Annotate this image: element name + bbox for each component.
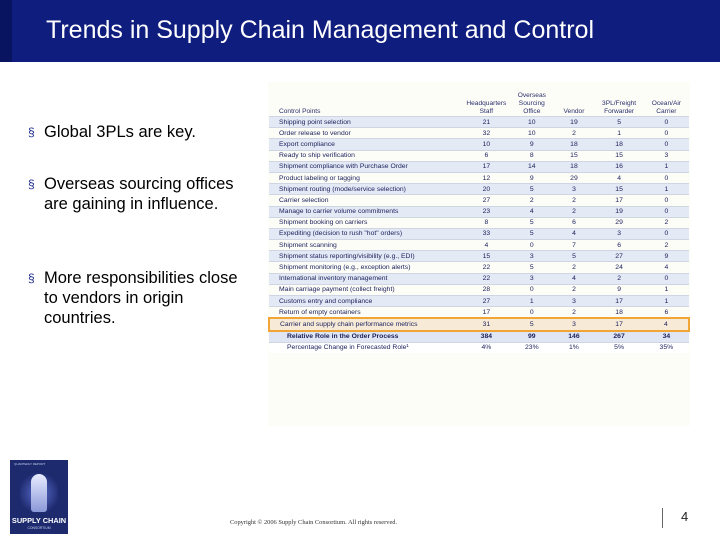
logo-name: SUPPLY CHAIN xyxy=(11,516,67,525)
row-value: 18 xyxy=(553,139,594,150)
logo-subname: CONSORTIUM xyxy=(27,526,51,530)
row-value: 31 xyxy=(463,318,511,330)
row-label: Manage to carrier volume commitments xyxy=(269,206,463,217)
row-value: 2 xyxy=(510,195,553,206)
row-value: 15 xyxy=(594,184,643,195)
row-value: 8 xyxy=(510,150,553,161)
row-value: 15 xyxy=(594,150,643,161)
row-value: 4% xyxy=(463,342,511,353)
row-value: 0 xyxy=(644,172,689,183)
row-value: 1 xyxy=(644,296,689,307)
row-label: Return of empty containers xyxy=(269,307,463,319)
row-value: 4 xyxy=(644,318,689,330)
row-value: 2 xyxy=(553,206,594,217)
row-value: 9 xyxy=(594,284,643,295)
row-label: Shipment booking on carriers xyxy=(269,217,463,228)
row-value: 2 xyxy=(553,307,594,319)
row-value: 3 xyxy=(510,273,553,284)
row-value: 10 xyxy=(463,139,511,150)
header-overseas: Overseas Sourcing Office xyxy=(517,92,546,115)
row-value: 4 xyxy=(463,240,511,251)
table-row xyxy=(269,240,689,251)
row-value: 21 xyxy=(463,117,511,128)
table-row xyxy=(269,307,689,319)
table-row xyxy=(269,217,689,228)
row-value: 23% xyxy=(510,342,553,353)
row-value: 7 xyxy=(553,240,594,251)
footer-divider xyxy=(662,508,663,528)
table-row xyxy=(269,262,689,273)
row-value: 5 xyxy=(510,217,553,228)
row-value: 27 xyxy=(463,296,511,307)
row-value: 6 xyxy=(644,307,689,319)
header-headquarters: Headquarters Staff xyxy=(466,100,507,115)
row-value: 5 xyxy=(594,117,643,128)
row-value: 20 xyxy=(463,184,511,195)
row-value: 29 xyxy=(594,217,643,228)
table-header-row xyxy=(269,82,689,117)
table-row xyxy=(269,117,689,128)
row-label: Export compliance xyxy=(269,139,463,150)
row-value: 10 xyxy=(510,117,553,128)
row-value: 0 xyxy=(644,128,689,139)
bullet-marker: § xyxy=(28,271,35,285)
logo-tagline: QUARTERLY REPORT xyxy=(14,462,46,466)
row-value: 22 xyxy=(463,262,511,273)
relative-role-row xyxy=(269,331,689,343)
row-value: 2 xyxy=(553,262,594,273)
row-value: 27 xyxy=(594,251,643,262)
row-value: 9 xyxy=(510,139,553,150)
row-value: 1 xyxy=(644,184,689,195)
row-label: Shipment scanning xyxy=(269,240,463,251)
row-value: 146 xyxy=(553,331,594,343)
row-value: 3 xyxy=(644,150,689,161)
bullet-marker: § xyxy=(28,125,35,139)
table-row xyxy=(269,273,689,284)
supply-chain-logo xyxy=(10,460,68,534)
table-row xyxy=(269,150,689,161)
row-label: Shipment status reporting/visibility (e.g., EDI) xyxy=(269,251,463,262)
table-row xyxy=(269,206,689,217)
row-value: 3 xyxy=(553,318,594,330)
row-label: Shipment routing (mode/service selection) xyxy=(269,184,463,195)
row-value: 6 xyxy=(463,150,511,161)
row-value: 0 xyxy=(644,228,689,239)
row-value: 29 xyxy=(553,172,594,183)
row-label: Main carriage payment (collect freight) xyxy=(269,284,463,295)
row-value: 14 xyxy=(510,161,553,172)
bullet-text: Overseas sourcing offices are gaining in influence. xyxy=(44,175,234,213)
row-value: 23 xyxy=(463,206,511,217)
page-number: 4 xyxy=(681,509,689,524)
logo-figure-icon xyxy=(31,474,47,512)
row-value: 22 xyxy=(463,273,511,284)
row-value: 4 xyxy=(644,262,689,273)
title-bar-accent xyxy=(0,0,12,62)
row-value: 0 xyxy=(644,117,689,128)
row-label: International inventory management xyxy=(269,273,463,284)
table-row xyxy=(269,195,689,206)
table-row xyxy=(269,139,689,150)
row-value: 3 xyxy=(553,296,594,307)
bullet-text: More responsibilities close to vendors in origin countries. xyxy=(44,269,238,327)
row-value: 0 xyxy=(510,240,553,251)
row-value: 3 xyxy=(553,184,594,195)
table-row xyxy=(269,284,689,295)
row-value: 16 xyxy=(594,161,643,172)
row-value: 12 xyxy=(463,172,511,183)
row-label: Order release to vendor xyxy=(269,128,463,139)
row-value: 1% xyxy=(553,342,594,353)
highlighted-row xyxy=(269,318,689,330)
percentage-change-row xyxy=(269,342,689,353)
row-value: 2 xyxy=(644,217,689,228)
row-value: 19 xyxy=(594,206,643,217)
row-value: 0 xyxy=(644,139,689,150)
row-value: 99 xyxy=(510,331,553,343)
row-label: Customs entry and compliance xyxy=(269,296,463,307)
row-value: 17 xyxy=(594,195,643,206)
row-value: 4 xyxy=(553,273,594,284)
row-value: 5 xyxy=(510,184,553,195)
row-value: 4 xyxy=(510,206,553,217)
row-value: 0 xyxy=(510,307,553,319)
row-value: 1 xyxy=(510,296,553,307)
row-value: 17 xyxy=(594,296,643,307)
row-value: 2 xyxy=(553,195,594,206)
row-value: 15 xyxy=(463,251,511,262)
row-value: 2 xyxy=(644,240,689,251)
table-row xyxy=(269,228,689,239)
table-row xyxy=(269,184,689,195)
copyright-text: Copyright © 2006 Supply Chain Consortium. All rights reserved. xyxy=(230,519,398,526)
row-value: 35% xyxy=(644,342,689,353)
row-value: 6 xyxy=(594,240,643,251)
row-value: 9 xyxy=(644,251,689,262)
row-value: 17 xyxy=(594,318,643,330)
row-value: 5 xyxy=(510,318,553,330)
row-label: Ready to ship verification xyxy=(269,150,463,161)
row-value: 5 xyxy=(553,251,594,262)
row-value: 24 xyxy=(594,262,643,273)
row-value: 3 xyxy=(594,228,643,239)
row-value: 0 xyxy=(510,284,553,295)
row-label: Percentage Change in Forecasted Role¹ xyxy=(269,342,463,353)
row-value: 9 xyxy=(510,172,553,183)
row-value: 1 xyxy=(644,284,689,295)
row-value: 0 xyxy=(644,273,689,284)
row-value: 19 xyxy=(553,117,594,128)
row-label: Shipping point selection xyxy=(269,117,463,128)
row-value: 33 xyxy=(463,228,511,239)
row-value: 18 xyxy=(553,161,594,172)
title-bar xyxy=(0,0,720,62)
row-value: 34 xyxy=(644,331,689,343)
row-value: 4 xyxy=(553,228,594,239)
bullet-marker: § xyxy=(28,177,35,191)
row-label: Carrier selection xyxy=(269,195,463,206)
row-value: 32 xyxy=(463,128,511,139)
slide-title: Trends in Supply Chain Management and Control xyxy=(46,16,594,44)
row-value: 10 xyxy=(510,128,553,139)
row-value: 17 xyxy=(463,161,511,172)
row-value: 18 xyxy=(594,139,643,150)
control-points-table xyxy=(268,82,690,426)
row-value: 0 xyxy=(644,195,689,206)
row-value: 1 xyxy=(594,128,643,139)
row-value: 6 xyxy=(553,217,594,228)
row-value: 5 xyxy=(510,228,553,239)
header-control-points: Control Points xyxy=(279,108,321,115)
table-row xyxy=(269,128,689,139)
row-value: 15 xyxy=(553,150,594,161)
row-value: 28 xyxy=(463,284,511,295)
table-row xyxy=(269,296,689,307)
row-value: 0 xyxy=(644,206,689,217)
row-value: 4 xyxy=(594,172,643,183)
row-value: 8 xyxy=(463,217,511,228)
table-row xyxy=(269,161,689,172)
row-label: Shipment monitoring (e.g., exception alerts) xyxy=(269,262,463,273)
row-value: 267 xyxy=(594,331,643,343)
row-label: Carrier and supply chain performance metrics xyxy=(269,318,463,330)
row-value: 2 xyxy=(553,128,594,139)
row-value: 1 xyxy=(644,161,689,172)
header-vendor: Vendor xyxy=(563,108,585,115)
table-row xyxy=(269,172,689,183)
row-value: 27 xyxy=(463,195,511,206)
row-value: 3 xyxy=(510,251,553,262)
table-row xyxy=(269,251,689,262)
row-value: 18 xyxy=(594,307,643,319)
row-value: 5 xyxy=(510,262,553,273)
row-value: 384 xyxy=(463,331,511,343)
row-label: Expediting (decision to rush "hot" orders) xyxy=(269,228,463,239)
bullet-text: Global 3PLs are key. xyxy=(44,123,196,141)
header-3pl: 3PL/Freight Forwarder xyxy=(602,100,637,115)
row-value: 2 xyxy=(553,284,594,295)
row-label: Shipment compliance with Purchase Order xyxy=(269,161,463,172)
row-label: Product labeling or tagging xyxy=(269,172,463,183)
row-value: 17 xyxy=(463,307,511,319)
header-carrier: Ocean/Air Carrier xyxy=(651,100,682,115)
row-value: 2 xyxy=(594,273,643,284)
row-label: Relative Role in the Order Process xyxy=(269,331,463,343)
row-value: 5% xyxy=(594,342,643,353)
